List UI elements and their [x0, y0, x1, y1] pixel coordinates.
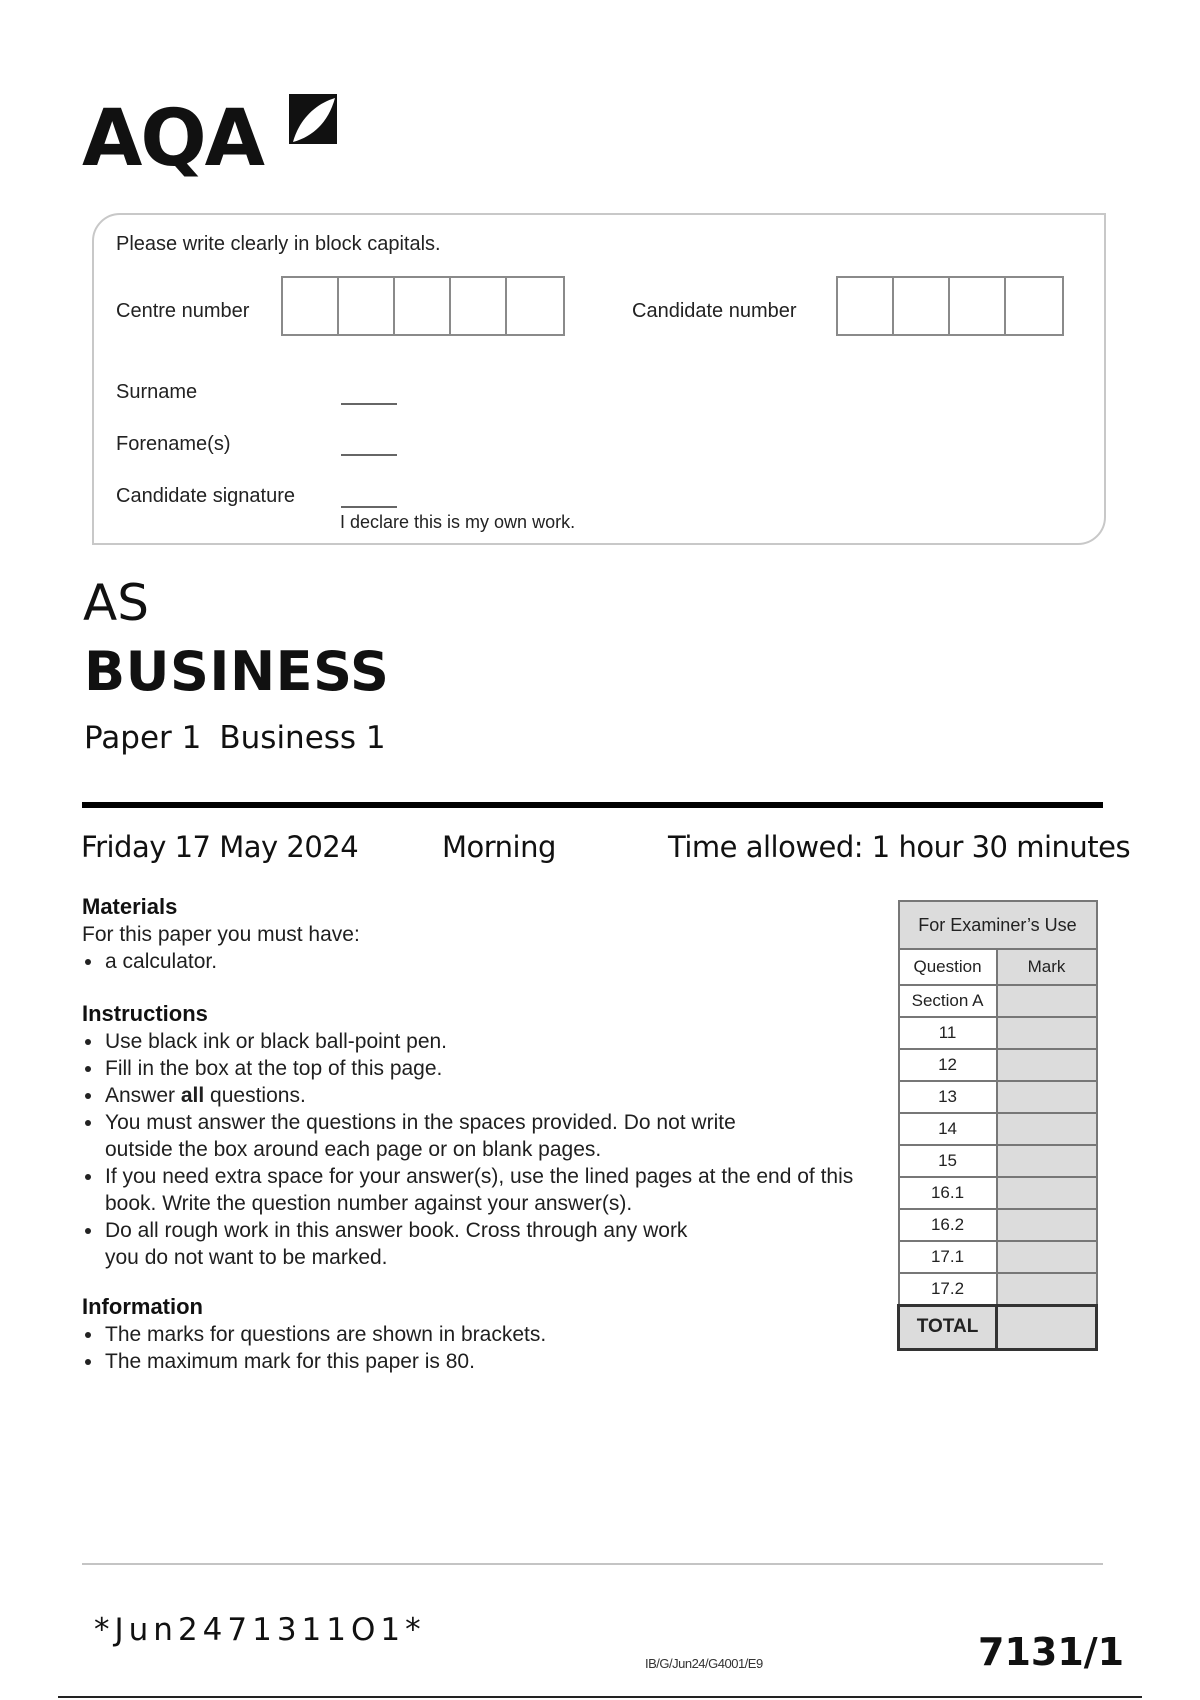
question-cell: 11: [899, 1017, 997, 1049]
subject-title: BUSINESS: [84, 640, 390, 703]
mark-cell: [997, 1209, 1097, 1241]
title-divider: [82, 802, 1103, 808]
information-heading: Information: [82, 1294, 203, 1319]
question-cell: Section A: [899, 985, 997, 1017]
aqa-logo: [82, 90, 352, 185]
forenames-field[interactable]: [341, 454, 397, 456]
aqa-leaf-icon: [285, 90, 341, 148]
instruction-item: Do all rough work in this answer book. Cross through any work you do not want to be marked.: [82, 1217, 725, 1271]
block-capitals-instruction: Please write clearly in block capitals.: [116, 233, 441, 255]
centre-number-digit-box[interactable]: [339, 278, 395, 334]
forenames-label: Forename(s): [116, 433, 231, 455]
instruction-item: If you need extra space for your answer(s), use the lined pages at the end of this book. Write the question number against your answer(s).: [82, 1163, 895, 1217]
instruction-item: You must answer the questions in the spaces provided. Do not write outside the box around each page or on blank pages.: [82, 1109, 745, 1163]
time-allowed: Time allowed: 1 hour 30 minutes: [668, 830, 1131, 864]
paper-name: Business 1: [219, 720, 386, 756]
table-row: [899, 1145, 1097, 1177]
signature-field[interactable]: [341, 506, 397, 508]
mark-cell: [997, 1273, 1097, 1305]
materials-section: [82, 893, 360, 975]
surname-field[interactable]: [341, 403, 397, 405]
exam-session: Morning: [442, 830, 556, 864]
information-item: The marks for questions are shown in brackets.: [82, 1321, 546, 1348]
question-cell: 16.2: [899, 1209, 997, 1241]
instruction-text: Answer: [105, 1084, 181, 1107]
candidate-number-digit-box[interactable]: [1006, 278, 1062, 334]
table-row: [899, 1177, 1097, 1209]
declaration-text: I declare this is my own work.: [340, 512, 576, 532]
centre-number-digit-box[interactable]: [283, 278, 339, 334]
instruction-item: Fill in the box at the top of this page.: [82, 1055, 882, 1082]
materials-intro: For this paper you must have:: [82, 923, 360, 946]
question-cell: 16.1: [899, 1177, 997, 1209]
exam-date: Friday 17 May 2024: [81, 830, 359, 864]
mark-cell: [997, 1017, 1097, 1049]
mark-cell: [997, 1177, 1097, 1209]
mark-cell: [997, 1241, 1097, 1273]
question-cell: 13: [899, 1081, 997, 1113]
information-section: [82, 1293, 546, 1375]
total-label: TOTAL: [899, 1305, 997, 1349]
candidate-number-digit-box[interactable]: [838, 278, 894, 334]
information-list: [82, 1321, 546, 1375]
instructions-heading: Instructions: [82, 1001, 208, 1026]
footer-divider: [82, 1563, 1103, 1565]
centre-number-digit-box[interactable]: [507, 278, 563, 334]
logo-text: AQA: [82, 94, 264, 184]
instruction-item: [82, 1082, 882, 1109]
centre-number-digit-box[interactable]: [395, 278, 451, 334]
question-cell: 14: [899, 1113, 997, 1145]
information-item: The maximum mark for this paper is 80.: [82, 1348, 546, 1375]
mark-cell: [997, 985, 1097, 1017]
candidate-number-digit-box[interactable]: [894, 278, 950, 334]
question-cell: 17.2: [899, 1273, 997, 1305]
candidate-number-label: Candidate number: [632, 300, 797, 322]
total-value: [997, 1305, 1097, 1349]
barcode-text: *Jun2471311O1*: [94, 1612, 426, 1648]
instruction-text: questions.: [204, 1084, 306, 1107]
signature-label: Candidate signature: [116, 485, 296, 507]
table-row: [899, 985, 1097, 1017]
centre-number-label: Centre number: [116, 300, 250, 322]
table-row: [899, 1049, 1097, 1081]
examiners-use-table: [897, 900, 1098, 1351]
surname-label: Surname: [116, 381, 198, 403]
page-bottom-rule: [58, 1696, 1142, 1698]
centre-number-field[interactable]: [281, 276, 565, 336]
mark-cell: [997, 1081, 1097, 1113]
table-row: [899, 1273, 1097, 1305]
paper-number: Paper 1: [84, 720, 202, 756]
table-row: [899, 1241, 1097, 1273]
mark-cell: [997, 1113, 1097, 1145]
candidate-number-digit-box[interactable]: [950, 278, 1006, 334]
mark-cell: [997, 1049, 1097, 1081]
materials-list: [82, 948, 360, 975]
instructions-section: [82, 1000, 882, 1271]
mark-cell: [997, 1145, 1097, 1177]
table-row: [899, 1209, 1097, 1241]
table-row: [899, 1017, 1097, 1049]
candidate-number-field[interactable]: [836, 276, 1064, 336]
instructions-list: [82, 1028, 882, 1271]
materials-item: a calculator.: [82, 948, 360, 975]
question-cell: 12: [899, 1049, 997, 1081]
qualification-level: AS: [83, 574, 149, 632]
table-row: [899, 1113, 1097, 1145]
question-cell: 17.1: [899, 1241, 997, 1273]
centre-number-digit-box[interactable]: [451, 278, 507, 334]
instruction-item: Use black ink or black ball-point pen.: [82, 1028, 882, 1055]
examiners-use-title: For Examiner’s Use: [899, 901, 1097, 949]
materials-heading: Materials: [82, 894, 178, 919]
question-cell: 15: [899, 1145, 997, 1177]
total-row: [899, 1305, 1097, 1349]
paper-title: [84, 720, 404, 756]
reference-code: IB/G/Jun24/G4001/E9: [645, 1656, 763, 1671]
instruction-emphasis: all: [180, 1084, 205, 1107]
table-row: [899, 1081, 1097, 1113]
column-header-question: Question: [899, 949, 997, 985]
paper-code: 7131/1: [978, 1630, 1125, 1674]
column-header-mark: Mark: [997, 949, 1097, 985]
